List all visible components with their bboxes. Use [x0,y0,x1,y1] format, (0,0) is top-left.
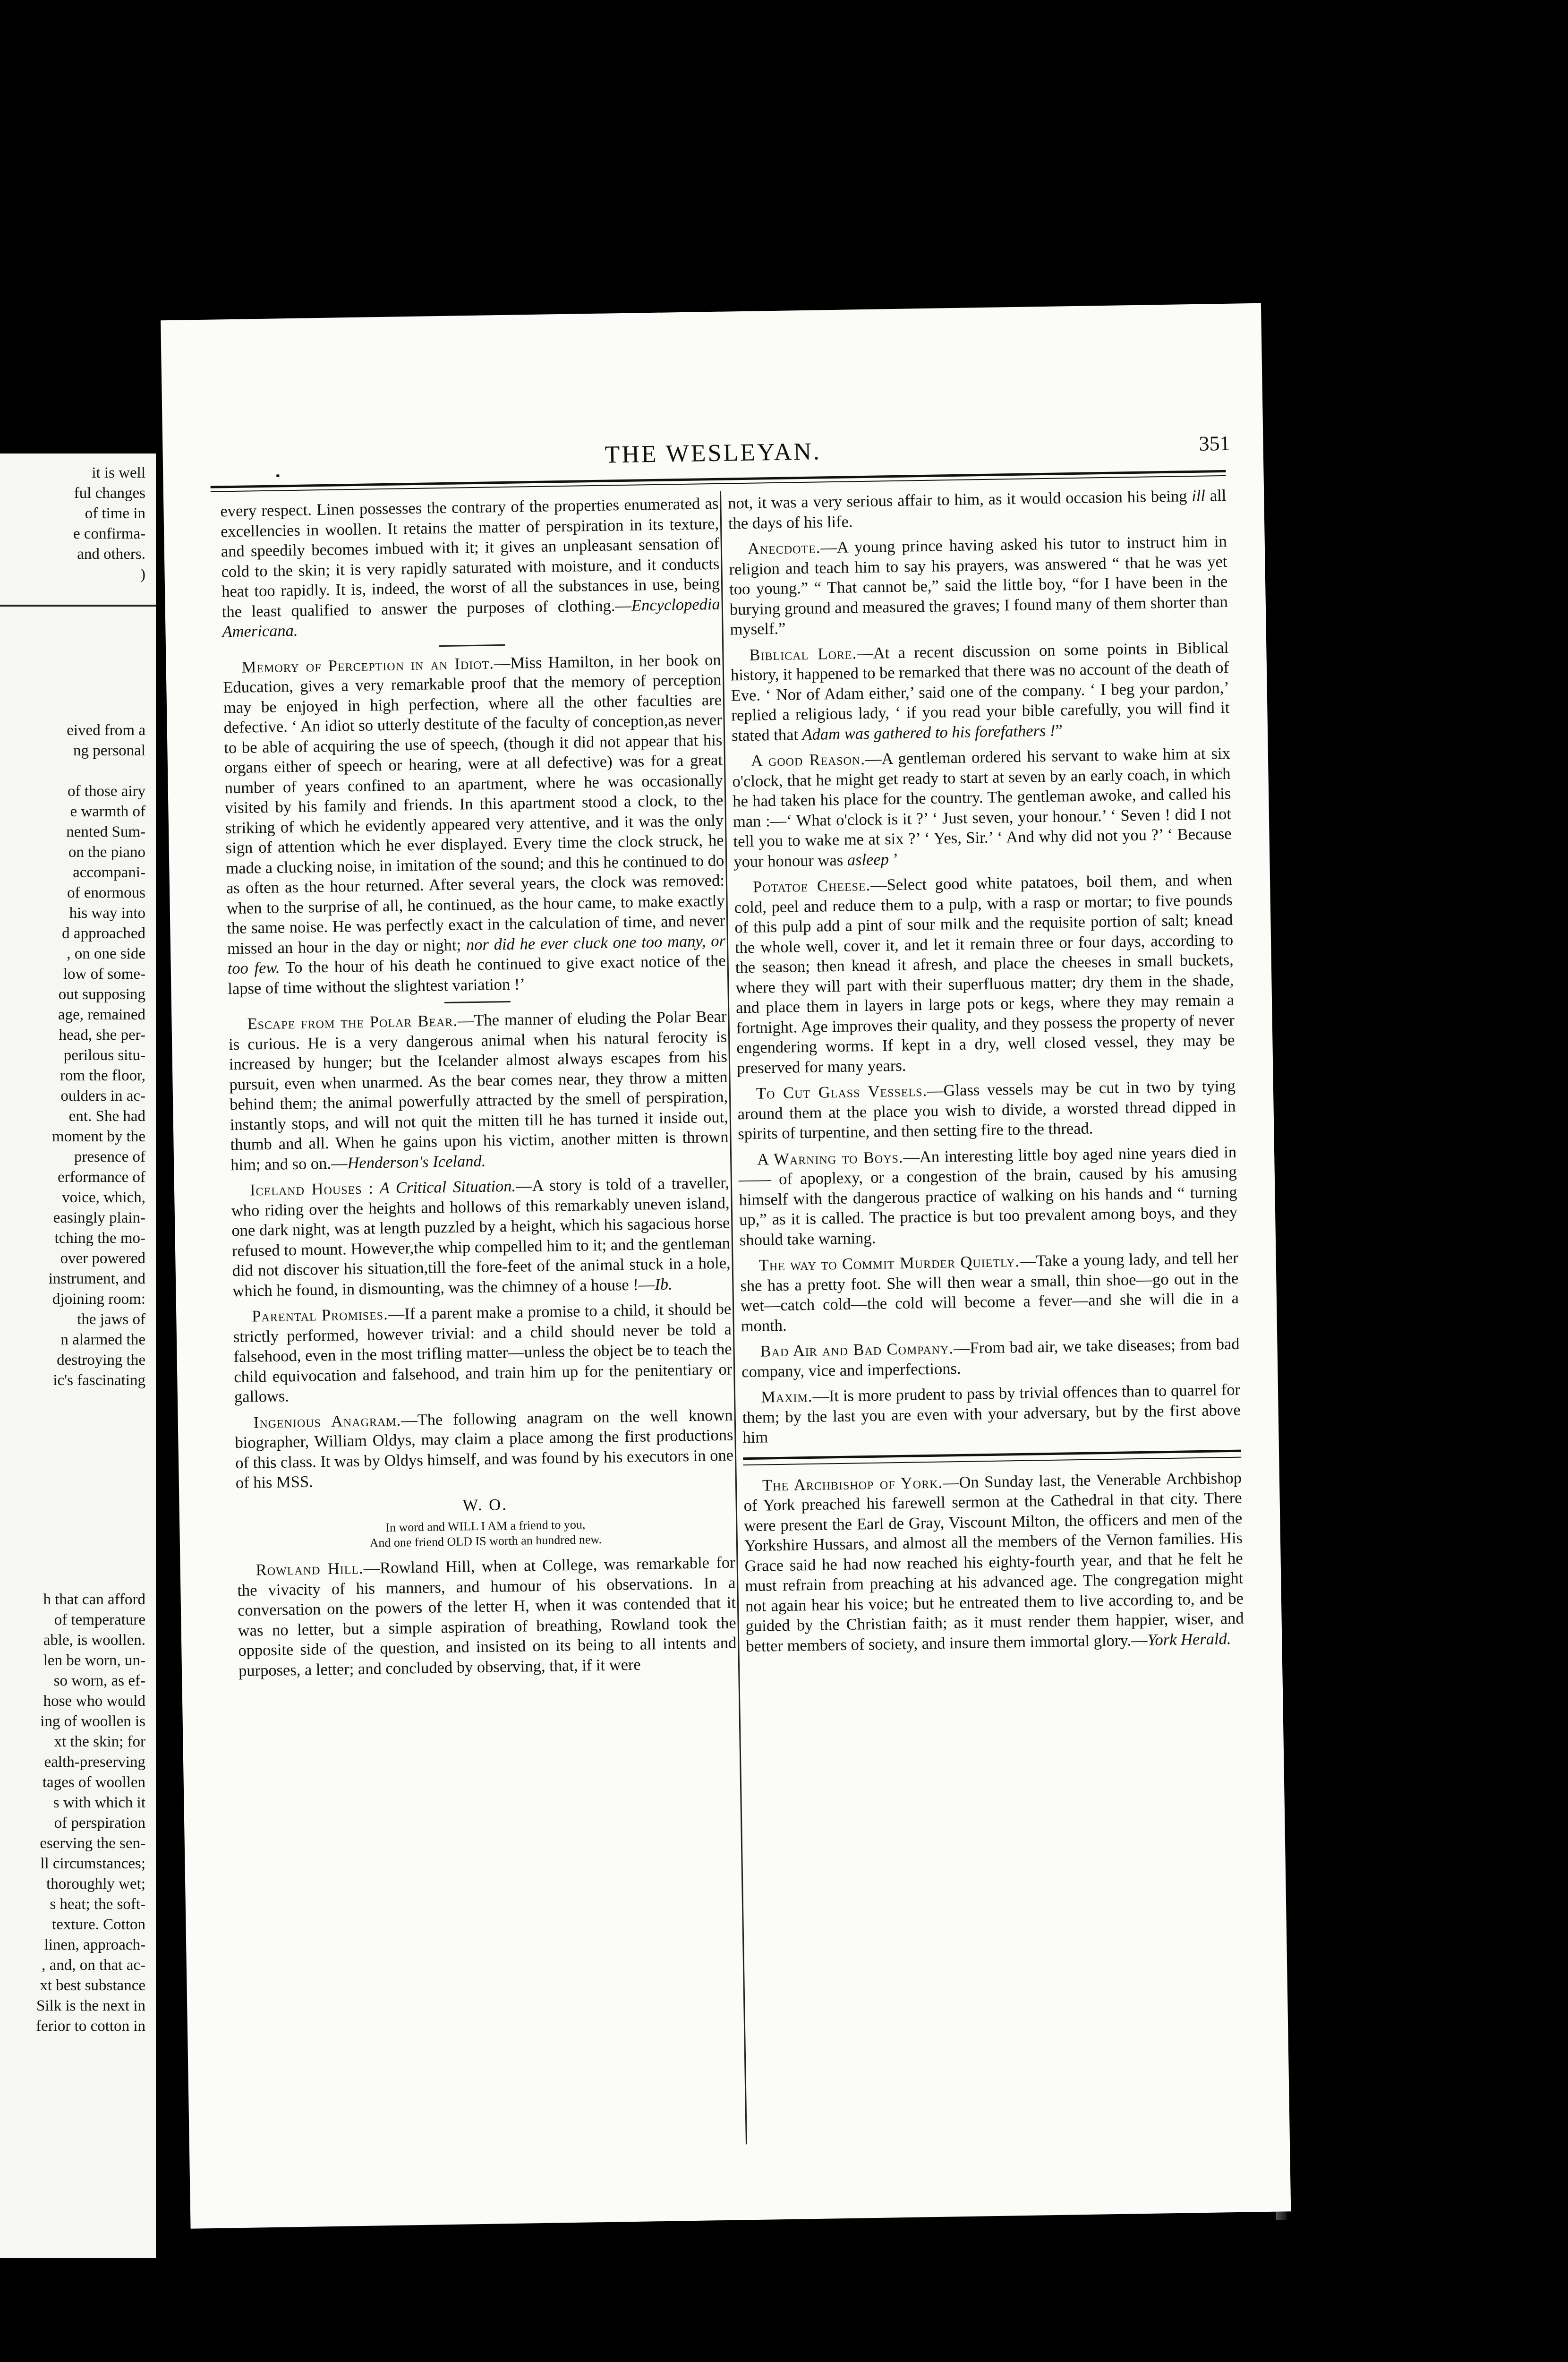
fragment-line: eived from a [67,722,145,739]
article-heading: Iceland Houses [249,1179,362,1199]
fragment-line: low of some- [63,966,145,983]
parental-promises-article: Parental Promises.—If a parent make a promise to a child, it should be strictly performed, however trivial: and a child should never be told a falsehood, even in the most trifling matter—unless the object be to teach the child equivocation and falsehood, and train him up for the penitentiary or gallows. [233,1300,733,1406]
fragment-line: tages of woollen [42,1774,145,1791]
fragment-line: destroying the [57,1352,145,1369]
fragment-line: of temperature [54,1611,145,1628]
polar-bear-article: Escape from the Polar Bear.—The manner of eluding the Polar Bear is curious. He is a very dangerous animal when his natural ferocity is increased by hunger; but the Icelander almost always escapes from his pursuit, even when unarmed. As the bear comes near, they throw a mitten behind them; the animal powerfully attracted by the smell of perspiration, instantly stops, and will not quit the mitten till he has turned it inside out, thumb and all. When he gains upon his victim, another mitten is thrown him; and so on.—Henderson's Iceland. [228,1007,729,1174]
fragment-line: s heat; the soft- [50,1896,145,1913]
fragment-line: s with which it [53,1794,145,1811]
fragment-line: of those airy [68,783,145,800]
bad-air-article: Bad Air and Bad Company.—From bad air, we take diseases; from bad company, vice and imperfections. [741,1335,1240,1381]
fragment-top-text [0,463,156,585]
fragment-line: of perspiration [54,1814,145,1831]
fragment-line: len be worn, un- [43,1652,145,1669]
fragment-line: instrument, and [48,1270,145,1287]
fragment-line: d approached [62,925,145,942]
rowland-continuation: not, it was a very serious affair to him, as it would occasion his being ill all the days of his life. [728,486,1227,532]
anagram-line: In word and WILL I AM a friend to you, [385,1517,586,1535]
newspaper-page [161,303,1291,2229]
fragment-bottom-text [0,1590,156,2037]
article-heading: Memory of Perception in an Idiot. [241,654,494,676]
linen-paragraph: every respect. Linen possesses the contrary of the properties enumerated as excellencies in woollen. It retains the matter of perspiration in its texture, and speedily becomes imbued with it; it gives an unpleasant sensation of cold to the skin; it is very rapidly saturated with moisture, and it conducts heat too rapidly. It is, indeed, the worst of all the substances in use, being the least qualified to answer the purposes of clothing.—Encyclopedia Americana. [220,494,721,641]
article-heading: A good Reason. [750,750,866,770]
fragment-line: rom the floor, [60,1067,145,1084]
fragment-line: the jaws of [77,1311,145,1328]
fragment-line: perilous situ- [63,1047,145,1064]
previous-page-fragment [0,454,156,2258]
fragment-line: erformance of [58,1169,145,1186]
fragment-rule [0,605,156,607]
fragment-line: xt the skin; for [54,1733,145,1750]
fragment-line: ent. She had [68,1108,145,1125]
fragment-line: ic's fascinating [53,1372,145,1389]
fragment-line: texture. Cotton [52,1916,145,1933]
article-heading: Ingenious Anagram. [253,1411,401,1431]
fragment-line: djoining room: [52,1291,145,1308]
page-number: 351 [1199,431,1230,455]
fragment-line: voice, which, [62,1189,145,1206]
fragment-line: ealth-preserving [44,1754,145,1771]
article-heading: Bad Air and Bad Company. [760,1339,954,1361]
fragment-mid-text [0,720,156,1391]
fragment-line: it is well [92,464,145,481]
fragment-line: oulders in ac- [60,1087,145,1104]
iceland-houses-article: Iceland Houses : A Critical Situation.—A story is told of a traveller, who riding over the heights and hollows of this remarkably uneven island, one dark night, was at length puzzled by a height, which his sagacious horse refused to mount. However,the whip compelled him to it; and the gentleman did not discover his situation,till the fore-feet of the animal stuck in a hole, which he found, in dismounting, was the chimney of a house !—Ib. [231,1173,731,1300]
rowland-hill-article: Rowland Hill.—Rowland Hill, when at College, was remarkable for the vivacity of his manners, and humour of his observations. In a conversation on the powers of the letter H, when it was contended that it was no letter, but a simple aspiration of breathing, Rowland took the opposite side of the question, and insisted on its being to all intents and purposes, a letter; and concluded by observing, that, if it were [237,1553,737,1680]
fragment-line: presence of [74,1148,145,1165]
fragment-line: ing of woollen is [40,1713,145,1730]
fragment-line: so worn, as ef- [53,1672,145,1689]
fragment-line: xt best substance [40,1977,145,1994]
article-heading: Parental Promises. [251,1305,388,1326]
separator [444,1001,510,1003]
fragment-line: , and, on that ac- [42,1957,145,1974]
fragment-line: on the piano [68,844,145,861]
fragment-line: e confirma- [73,525,145,542]
fragment-line: accompani- [73,864,145,881]
fragment-line: e warmth of [70,803,145,820]
potatoe-cheese-article: Potatoe Cheese.—Select good white patatoes, boil them, and when cold, peel and reduce them to a pulp, with a rasp or mortar; to five pounds of this pulp add a pint of sour milk and the requisite portion of salt; knead the whole well, cover it, and let it remain three or four days, according to the season; then knead it afresh, and place the cheeses in small buckets, where they will part with their superfluous matter; dry them in the shade, and place them in layers in large pots or kegs, where they may remain a fortnight. Age improves their quality, and they possess the property of never engendering worms. If kept in a dry, well closed vessel, they may be preserved for many years. [734,870,1235,1077]
left-column [220,494,737,1686]
glass-vessels-article: To Cut Glass Vessels.—Glass vessels may be cut in two by tying around them at the place you wish to divide, a worsted thread dipped in spirits of turpentine, and then setting fire to the thread. [737,1077,1236,1143]
article-heading: A Warning to Boys. [757,1148,903,1169]
fragment-line: over powered [60,1250,145,1267]
fragment-line: tching the mo- [54,1230,145,1247]
biblical-lore-article: Biblical Lore.—At a recent discussion on some points in Biblical history, it happened to be remarked that there was no account of the death of Eve. ‘ Nor of Adam either,’ said one of the company. ‘ I beg your pardon,’ replied a religious lady, ‘ if you read your bible carefully, you will find it stated that Adam was gathered to his forefathers !” [730,638,1230,745]
fragment-line: able, is woollen. [43,1632,145,1649]
article-heading: To Cut Glass Vessels. [756,1082,928,1103]
fragment-line: of enormous [67,884,145,901]
anagram-article: Ingenious Anagram.—The following anagram on the well known biographer, William Oldys, may claim a place among the first productions of this class. It was by Oldys himself, and was found by his executors in one of his MSS. [235,1406,734,1492]
idiot-memory-article: Memory of Perception in an Idiot.—Miss Hamilton, in her book on Education, gives a very remarkable proof that the memory of perception may be enjoyed in high perfection, where all the other faculties are defective. ‘ An idiot so utterly destitute of the faculty of conception,as never to be able of acquiring the use of speech, (though it did not appear that his organs either of speech or hearing, were at all defective) was for a great number of years confined to an apartment, where he was occasionally visited by his family and friends. In this apartment stood a clock, to the striking of which he evidently appeared very attentive, and it was the only sign of attention which he ever displayed. Every time the clock struck, he made a clucking noise, in imitation of the sound; and this he continued to do as often as the hour returned. After several years, the clock was removed: when to the surprise of all, he continued, as the hour came, to make exactly the same noise. He was perfectly exact in the calculation of time, and never missed an hour in the day or night; nor did he ever cluck one too many, or too few. To the hour of his death he continued to give exact notice of the lapse of time without the slightest variation !’ [223,650,726,998]
fragment-line: age, remained [58,1006,145,1023]
fragment-line: head, she per- [59,1027,145,1044]
good-reason-article: A good Reason.—A gentleman ordered his servant to wake him at six o'clock, that he might get ready to start at seven by an early coach, in which he had taken his place for the country. The gentleman awoke, and called his man :—‘ What o'clock is it ?’ ‘ Just seven, your honour.’ ‘ Seven ! did I not tell you to wake me at six ?’ ‘ Yes, Sir.’ ‘ And why did not you ?’ ‘ Because your honour was asleep ’ [732,744,1232,871]
warning-to-boys-article: A Warning to Boys.—An interesting little boy aged nine years died in —— of apoplexy, or a congestion of the brain, caused by his amusing himself with the dangerous practice of walking on his hands and “ turning up,” as it is called. The practice is but too prevalent among boys, and they should take warning. [738,1143,1238,1249]
fragment-line: eserving the sen- [40,1835,145,1852]
article-heading: Potatoe Cheese. [752,876,871,896]
fragment-line: linen, approach- [44,1936,145,1953]
fragment-line: Silk is the next in [36,1997,145,2014]
anagram-signature: W. O. [462,1495,508,1515]
fragment-line: moment by the [52,1128,145,1145]
fragment-line: n alarmed the [60,1331,145,1348]
article-heading: The Archbishop of York. [762,1473,943,1495]
fragment-line [0,761,156,781]
fragment-line: nented Sum- [66,823,145,840]
fragment-line: his way into [69,905,145,922]
fragment-line: out supposing [58,986,145,1003]
fragment-line: ng personal [73,742,145,759]
fragment-line: , on one side [67,945,145,962]
article-heading: Anecdote. [747,539,821,558]
maxim-article: Maxim.—It is more prudent to pass by trivial offences than to quarrel for them; by the last you are even with your adversary, but by the first above him [742,1380,1241,1447]
fragment-line: and others. [77,546,145,563]
anagram-line: And one friend OLD IS worth an hundred new. [369,1532,602,1550]
fragment-line: h that can afford [43,1591,145,1608]
article-heading: Rowland Hill. [256,1559,364,1579]
separator [439,644,505,646]
anecdote-article: Anecdote.—A young prince having asked his tutor to instruct him in religion and teach him to say his prayers, was answered “ that he was yet too young.” “ That cannot be,” said the little boy, “for I have been in the burying ground and measured the graves; I found many of them shorter than myself.” [729,532,1228,639]
fragment-line: easingly plain- [53,1209,145,1226]
fragment-line: ferior to cotton in [36,2018,145,2035]
archbishop-york-article: The Archbishop of York.—On Sunday last, the Venerable Archbishop of York preached his farewell sermon at the Cathedral in that city. There were present the Earl de Gray, Viscount Milton, the officers and men of the Yorkshire Hussars, and almost all the members of the Vernon families. His Grace said he had now reached his eighty-fourth year, and that he felt he must refrain from preaching at his advanced age. The congregation might not again hear his voice; but he entreated them to live according to, and be guided by the Christian faith; as it must render them happier, wiser, and better members of society, and insure them immortal glory.—York Herald. [743,1469,1244,1655]
fragment-line: ll circumstances; [40,1855,145,1872]
article-heading: The way to Commit Murder Quietly. [758,1252,1020,1275]
right-column [728,486,1244,1662]
article-heading: Biblical Lore. [749,644,857,664]
commit-murder-article: The way to Commit Murder Quietly.—Take a young lady, and tell her she has a pretty foot. She will then wear a small, thin shoe—go out in the wet—catch cold—the cold will become a fever—and she will die in a month. [740,1249,1239,1335]
article-heading: Escape from the Polar Bear. [247,1011,458,1033]
running-title: THE WESLEYAN. [605,438,822,469]
section-double-rule [743,1449,1241,1465]
fragment-line: thoroughly wet; [46,1875,145,1892]
fragment-line: of time in [85,505,145,522]
fragment-line: hose who would [43,1693,145,1710]
fragment-line: ful changes [74,485,145,502]
fragment-line: ) [140,566,145,583]
article-heading: Maxim. [760,1387,813,1406]
